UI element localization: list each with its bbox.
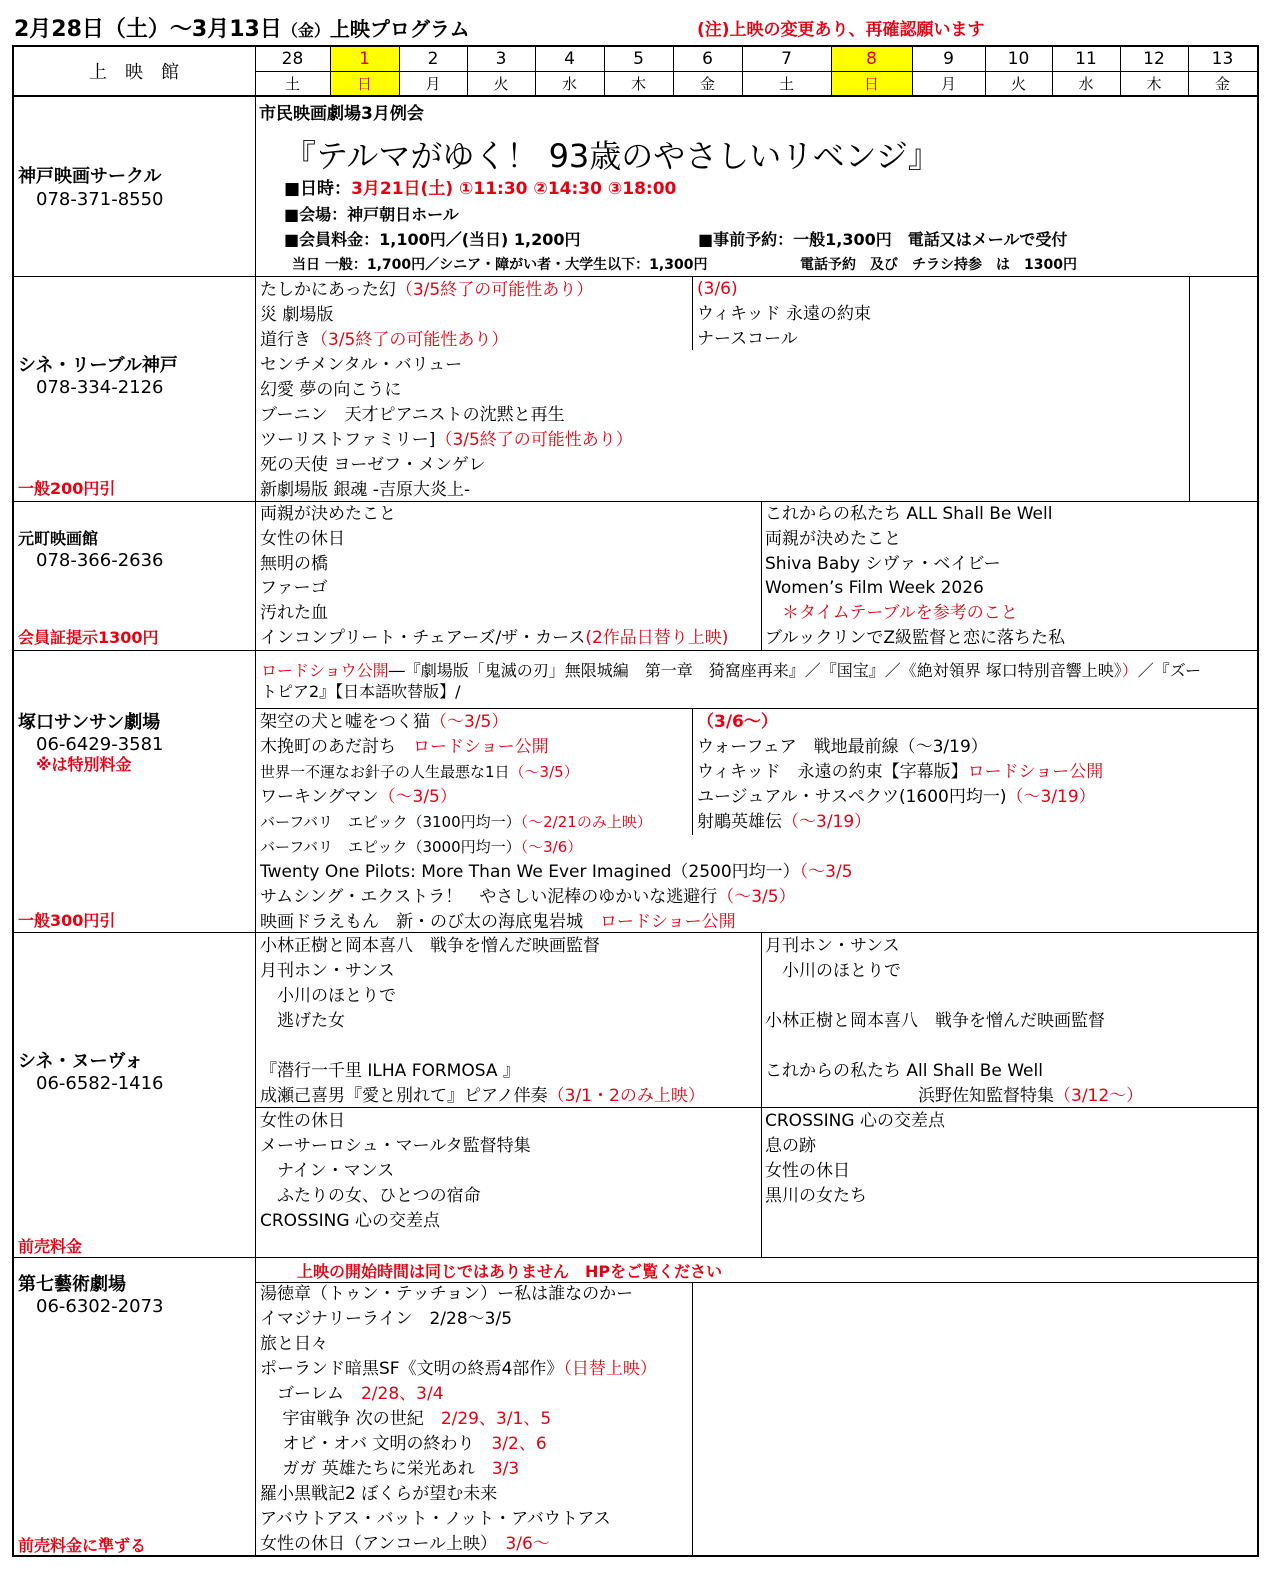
table-border-right [1257, 45, 1259, 1556]
film-entry [260, 279, 593, 301]
film-entry: ナイン・マンス [260, 1161, 395, 1181]
film-entry [260, 1283, 633, 1305]
film-entry: ふたりの女、ひとつの宿命 [260, 1186, 481, 1206]
date-column-line [1052, 45, 1053, 95]
film-title: ファーゴ [260, 578, 328, 599]
roadshow-tail: ／『ズー [1137, 661, 1201, 680]
film-title: 羅小黒戦記2 ぼくらが望む未来 [260, 1484, 498, 1504]
film-title: Twenty One Pilots: More Than We Ever Imagined（2500円均一） [260, 862, 800, 882]
film-title: センチメンタル・バリュー [260, 355, 463, 375]
weekday-cell: 金 [699, 75, 715, 93]
roadshow-label: ロードショウ公開 [261, 661, 389, 680]
weekday-cell: 月 [425, 75, 441, 93]
film-note: ＊タイムテーブルを参考のこと [765, 603, 1018, 624]
cell-divider [692, 708, 693, 835]
theater-tel: 078-366-2636 [36, 550, 164, 571]
film-entry [260, 379, 401, 401]
date-column-line [1120, 45, 1121, 95]
weekday-cell: 月 [940, 75, 956, 93]
film-entry [765, 528, 901, 550]
film-title: これからの私たち ALL Shall Be Well [765, 504, 1053, 524]
film-entry [260, 1085, 705, 1107]
weekday-cell: 火 [1010, 75, 1026, 93]
film-entry [260, 1010, 345, 1032]
weekday-cell: 日 [863, 75, 879, 93]
day-fee-note: 電話予約 及び チラシ持参 は 1300円 [800, 257, 1077, 273]
film-title: ゴーレム [260, 1384, 361, 1404]
roadshow-paren: ） [1121, 661, 1138, 680]
film-entry: 息の跡 [765, 1136, 816, 1156]
date-column-line [1188, 45, 1189, 95]
weekday-cell: 日 [356, 75, 372, 93]
film-title: 女性の休日（アンコール上映） [260, 1534, 506, 1554]
film-entry [260, 1333, 328, 1355]
date-cell: 3 [495, 49, 507, 69]
film-entry [260, 1433, 547, 1455]
film-entry [260, 886, 796, 908]
film-entry [260, 1308, 512, 1330]
period-label: (3/6) [697, 279, 738, 299]
film-entry [765, 935, 900, 957]
film-title: 映画ドラえもん 新・のび太の海底鬼岩城 [260, 912, 600, 932]
film-title: Shiva Baby シヴァ・ベイビー [765, 553, 1001, 574]
film-title: 宇宙戦争 次の世紀 [260, 1409, 441, 1429]
film-title: 浜野佐知監督特集 [765, 1086, 1054, 1106]
film-note: （3/5終了の可能性あり） [435, 430, 633, 450]
film-entry [260, 1483, 497, 1505]
weekday-cell: 木 [1146, 75, 1162, 93]
discount-label: 前売料金 [18, 1237, 83, 1256]
film-entry [260, 503, 396, 525]
theater-column-divider [255, 45, 256, 1556]
discount-label: 一般300円引 [18, 911, 116, 930]
film-title: 世界一不運なお針子の人生最悪な1日 [260, 763, 510, 781]
theater-tel: 06-6582-1416 [36, 1073, 164, 1094]
date-cell: 11 [1075, 49, 1097, 69]
film-entry [260, 1508, 611, 1530]
film-title: 両親が決めたこと [765, 528, 901, 549]
film-title: ユージュアル・サスペクツ(1600円均一) [697, 787, 1007, 807]
film-entry [697, 811, 871, 833]
date-cell: 12 [1143, 49, 1165, 69]
film-entry [260, 454, 485, 476]
film-title: 両親が決めたこと [260, 504, 396, 524]
film-title: 汚れた血 [260, 603, 328, 624]
film-entry: 黒川の女たち [765, 1186, 867, 1206]
weekday-cell: 木 [630, 75, 646, 93]
film-title: 射鵰英雄伝 [697, 812, 782, 832]
film-entry [765, 627, 1065, 649]
row-divider [12, 932, 1259, 933]
date-column-line [912, 45, 913, 95]
discount-label: 会員証提示1300円 [18, 628, 159, 647]
date-cell: 2 [427, 49, 439, 69]
film-title: バーフバリ エピック（3100円均一） [260, 813, 521, 831]
film-note: （3/5終了の可能性あり） [395, 280, 594, 300]
film-title: 月刊ホン・サンス [765, 936, 900, 956]
film-title: サムシング・エクストラ！ やさしい泥棒のゆかいな逃避行 [260, 887, 718, 907]
roadshow-films: ―『劇場版「鬼滅の刃」無限城編 第一章 猗窩座再来』／『国宝』／《絶対領界 塚口特別音響上映》 [388, 661, 1122, 680]
weekday-cell: 土 [778, 75, 794, 93]
film-entry: 女性の休日 [765, 1161, 850, 1181]
featured-film-title: 『テルマがゆく！ 93歳のやさしいリベンジ』 [284, 137, 940, 175]
film-entry [260, 736, 549, 758]
film-entry [260, 836, 582, 858]
film-entry [260, 911, 736, 933]
film-note: 3/3 [491, 1459, 520, 1479]
cell-divider [255, 1107, 1258, 1108]
date-cell: 5 [633, 49, 644, 69]
film-note: （3/12〜） [1054, 1086, 1144, 1106]
date-weekday-divider [255, 71, 1258, 72]
film-title: 『潜行一千里 ILHA FORMOSA 』 [260, 1061, 520, 1081]
film-entry: 女性の休日 [260, 1111, 345, 1131]
theater-name: 塚口サンサン劇場 [18, 712, 161, 733]
film-note: 3/2、6 [491, 1434, 547, 1454]
film-entry [260, 429, 633, 451]
film-entry [260, 786, 457, 808]
film-title: インコンプリート・チェアーズ/ザ・カース [260, 628, 586, 648]
table-border-top [12, 45, 1259, 47]
film-entry [697, 761, 1103, 783]
film-title: ポーランド暗黒SF《文明の終焉4部作》 [260, 1359, 564, 1379]
date-cell: 1 [359, 49, 370, 69]
film-title: Women’s Film Week 2026 [765, 578, 984, 599]
cell-divider [692, 276, 693, 350]
member-fee: ■会員料金：1,100円／(当日) 1,200円 [284, 230, 581, 249]
film-entry [260, 602, 328, 624]
film-entry [260, 1408, 551, 1430]
film-title: 逃げた女 [260, 1011, 345, 1031]
film-note: （〜3/5） [430, 712, 509, 732]
film-note: （〜3/6） [520, 838, 583, 856]
table-border-bottom [12, 1555, 1259, 1557]
date-value: 3月21日(土) ①11:30 ②14:30 ③18:00 [351, 179, 677, 199]
table-border-left [12, 45, 14, 1556]
film-title: ブルックリンでZ級監督と恋に落ちた私 [765, 628, 1065, 648]
row-divider [12, 276, 1259, 277]
date-column-line [742, 45, 743, 95]
film-note: （3/1・2のみ上映） [547, 1086, 705, 1106]
film-entry [765, 577, 984, 599]
date-label: ■日時： [284, 179, 352, 199]
film-entry [260, 479, 470, 501]
film-title: 月刊ホン・サンス [260, 961, 395, 981]
film-title: 成瀬己喜男『愛と別れて』ピアノ伴奏 [260, 1086, 548, 1106]
film-note: （〜3/19） [1006, 787, 1096, 807]
theater-name: シネ・リーブル神戸 [18, 355, 178, 376]
film-note: 2/28、3/4 [360, 1384, 444, 1404]
film-entry [260, 354, 462, 376]
theater-tel: 078-371-8550 [36, 189, 164, 210]
weekday-cell: 水 [1078, 75, 1094, 93]
film-entry [765, 1010, 1105, 1032]
film-note: （〜3/5） [717, 887, 796, 907]
film-title: アバウトアス・バット・ノット・アバウトアス [260, 1509, 611, 1529]
period-label: （3/6〜） [697, 712, 778, 732]
film-entry [260, 329, 508, 351]
film-entry [260, 1533, 550, 1555]
date-column-line [535, 45, 536, 95]
discount-label: 一般200円引 [18, 479, 116, 498]
film-entry [765, 960, 901, 982]
film-entry [765, 503, 1052, 525]
date-column-line [467, 45, 468, 95]
header-bottom-border [12, 95, 1259, 97]
film-title: 災 劇場版 [260, 305, 334, 325]
event-date [284, 178, 676, 200]
film-entry [260, 711, 508, 733]
film-note: ロードショー公開 [967, 762, 1104, 782]
film-title: ツーリストファミリー] [260, 430, 436, 450]
film-entry: メーサーロシュ・マールタ監督特集 [260, 1136, 531, 1156]
film-entry [260, 1358, 657, 1380]
film-entry [260, 553, 328, 575]
film-entry [765, 1060, 1043, 1082]
film-entry [260, 1060, 520, 1082]
change-note: (注)上映の変更あり、再確認願います [697, 20, 985, 40]
film-entry [260, 304, 333, 326]
theater-name: 第七藝術劇場 [18, 1274, 126, 1295]
film-note: （日替上映） [563, 1359, 657, 1379]
film-entry [260, 861, 853, 883]
row-divider [12, 501, 1259, 502]
film-entry [765, 602, 1018, 624]
film-title: ウォーフェア 戦地最前線（〜3/19） [697, 737, 988, 757]
film-note: 2/29、3/1、5 [440, 1409, 552, 1429]
film-note: （〜3/5） [509, 763, 579, 781]
date-column-line [831, 45, 832, 95]
film-title: 小林正樹と岡本喜八 戦争を憎んだ映画監督 [765, 1011, 1105, 1031]
date-cell: 7 [781, 49, 792, 69]
cell-divider [255, 1282, 1258, 1283]
event-venue: ■会場：神戸朝日ホール [284, 205, 459, 224]
weekday-cell: 土 [284, 75, 300, 93]
theater-name: シネ・ヌーヴォ [18, 1051, 143, 1072]
row-divider [12, 650, 1259, 651]
weekday-cell: 金 [1214, 75, 1230, 93]
film-note: （〜3/5 [799, 862, 853, 882]
date-cell: 4 [564, 49, 575, 69]
start-time-notice: 上映の開始時間は同じではありません HPをご覧ください [297, 1262, 723, 1281]
film-note: （〜2/21のみ上映） [520, 813, 652, 831]
film-entry: ナースコール [697, 329, 798, 349]
film-title: ウィキッド 永遠の約束【字幕版】 [697, 762, 968, 782]
film-title: 女性の休日 [260, 528, 345, 549]
weekday-cell: 水 [561, 75, 577, 93]
roadshow-line-2: トピア2』【日本語吹替版】/ [261, 682, 461, 701]
title-weekday: （金） [281, 21, 330, 40]
film-entry [260, 404, 565, 426]
film-note: （〜3/5） [378, 787, 457, 807]
film-entry [260, 1383, 444, 1405]
cell-divider [761, 932, 762, 1257]
film-entry: CROSSING 心の交差点 [260, 1211, 440, 1231]
date-cell: 13 [1211, 49, 1234, 69]
special-fee-note: ※は特別料金 [36, 755, 132, 774]
film-title: ガガ 英雄たちに栄光あれ [260, 1459, 492, 1479]
day-fee: 当日 一般：1,700円／シニア・障がい者・大学生以下：1,300円 [292, 257, 708, 273]
film-entry [260, 761, 579, 783]
film-entry [765, 1085, 1143, 1107]
film-entry: ウィキッド 永遠の約束 [697, 304, 872, 324]
film-title: 湯徳章（トゥン・テッチョン）ー私は誰なのかー [260, 1284, 634, 1304]
date-cell: 8 [866, 49, 877, 69]
theater-tel: 06-6429-3581 [36, 734, 164, 755]
date-column-line [673, 45, 674, 95]
film-note: （3/5終了の可能性あり） [311, 330, 509, 350]
event-title: 市民映画劇場3月例会 [259, 104, 424, 124]
title-dates: 2月28日（土）〜3月13日 [14, 17, 282, 42]
film-title: 道行き [260, 330, 311, 350]
film-title: オビ・オバ 文明の終わり [260, 1434, 492, 1454]
film-entry [260, 627, 728, 649]
film-title: 小林正樹と岡本喜八 戦争を憎んだ映画監督 [260, 936, 600, 956]
film-entry [260, 935, 600, 957]
film-entry [260, 528, 345, 550]
film-entry [260, 960, 395, 982]
film-title: 幻愛 夢の向こうに [260, 380, 402, 400]
film-title: 木挽町のあだ討ち [260, 737, 413, 757]
film-title: これからの私たち All Shall Be Well [765, 1061, 1043, 1081]
date-column-line [399, 45, 400, 95]
film-title: 小川のほとりで [765, 961, 901, 981]
page-title [14, 15, 470, 45]
date-cell: 6 [702, 49, 713, 69]
theater-tel: 078-334-2126 [36, 377, 164, 398]
theater-tel: 06-6302-2073 [36, 1296, 164, 1317]
film-title: 小川のほとりで [260, 986, 396, 1006]
cell-divider [255, 708, 1258, 709]
roadshow-line [261, 660, 1201, 682]
film-title: ブーニン 天才ピアニストの沈黙と再生 [260, 405, 565, 425]
film-title: 無明の橋 [260, 553, 328, 574]
date-column-line [604, 45, 605, 95]
date-cell: 9 [943, 49, 954, 69]
film-title: 新劇場版 銀魂 -吉原大炎上- [260, 480, 471, 500]
film-note: （〜3/19） [782, 812, 872, 832]
date-column-line [985, 45, 986, 95]
film-title: 架空の犬と嘘をつく猫 [260, 712, 430, 732]
cell-divider [692, 1282, 693, 1556]
film-note: 3/6〜 [505, 1534, 550, 1554]
film-note: ロードショー公開 [600, 912, 736, 932]
film-entry [260, 811, 652, 833]
cell-divider [1189, 276, 1190, 501]
row-divider [12, 1257, 1259, 1258]
film-title: たしかにあった幻 [260, 280, 396, 300]
theater-name: 元町映画館 [18, 529, 99, 548]
advance-booking: ■事前予約：一般1,300円 電話又はメールで受付 [698, 230, 1068, 249]
weekday-cell: 火 [493, 75, 509, 93]
film-title: イマジナリーライン 2/28〜3/5 [260, 1309, 513, 1329]
film-entry [260, 577, 328, 599]
date-column-line [330, 45, 331, 95]
film-title: 死の天使 ヨーゼフ・メンゲレ [260, 455, 486, 475]
film-title: バーフバリ エピック（3000円均一） [260, 838, 521, 856]
film-entry: CROSSING 心の交差点 [765, 1111, 945, 1131]
film-entry [260, 1458, 519, 1480]
film-title: 旅と日々 [260, 1334, 328, 1354]
date-cell: 28 [281, 49, 304, 69]
film-title: ワーキングマン [260, 787, 379, 807]
film-note: ロードショー公開 [413, 737, 549, 757]
theater-name: 神戸映画サークル [18, 166, 162, 187]
discount-label: 前売料金に準ずる [18, 1536, 147, 1555]
film-entry [260, 985, 396, 1007]
date-cell: 10 [1007, 49, 1030, 69]
cell-divider [761, 501, 762, 650]
film-entry [697, 786, 1096, 808]
film-entry [765, 553, 1001, 575]
theater-column-header: 上 映 館 [89, 62, 179, 83]
film-note: (2作品日替り上映) [585, 628, 729, 648]
title-program: 上映プログラム [329, 17, 470, 41]
film-entry [697, 736, 988, 758]
